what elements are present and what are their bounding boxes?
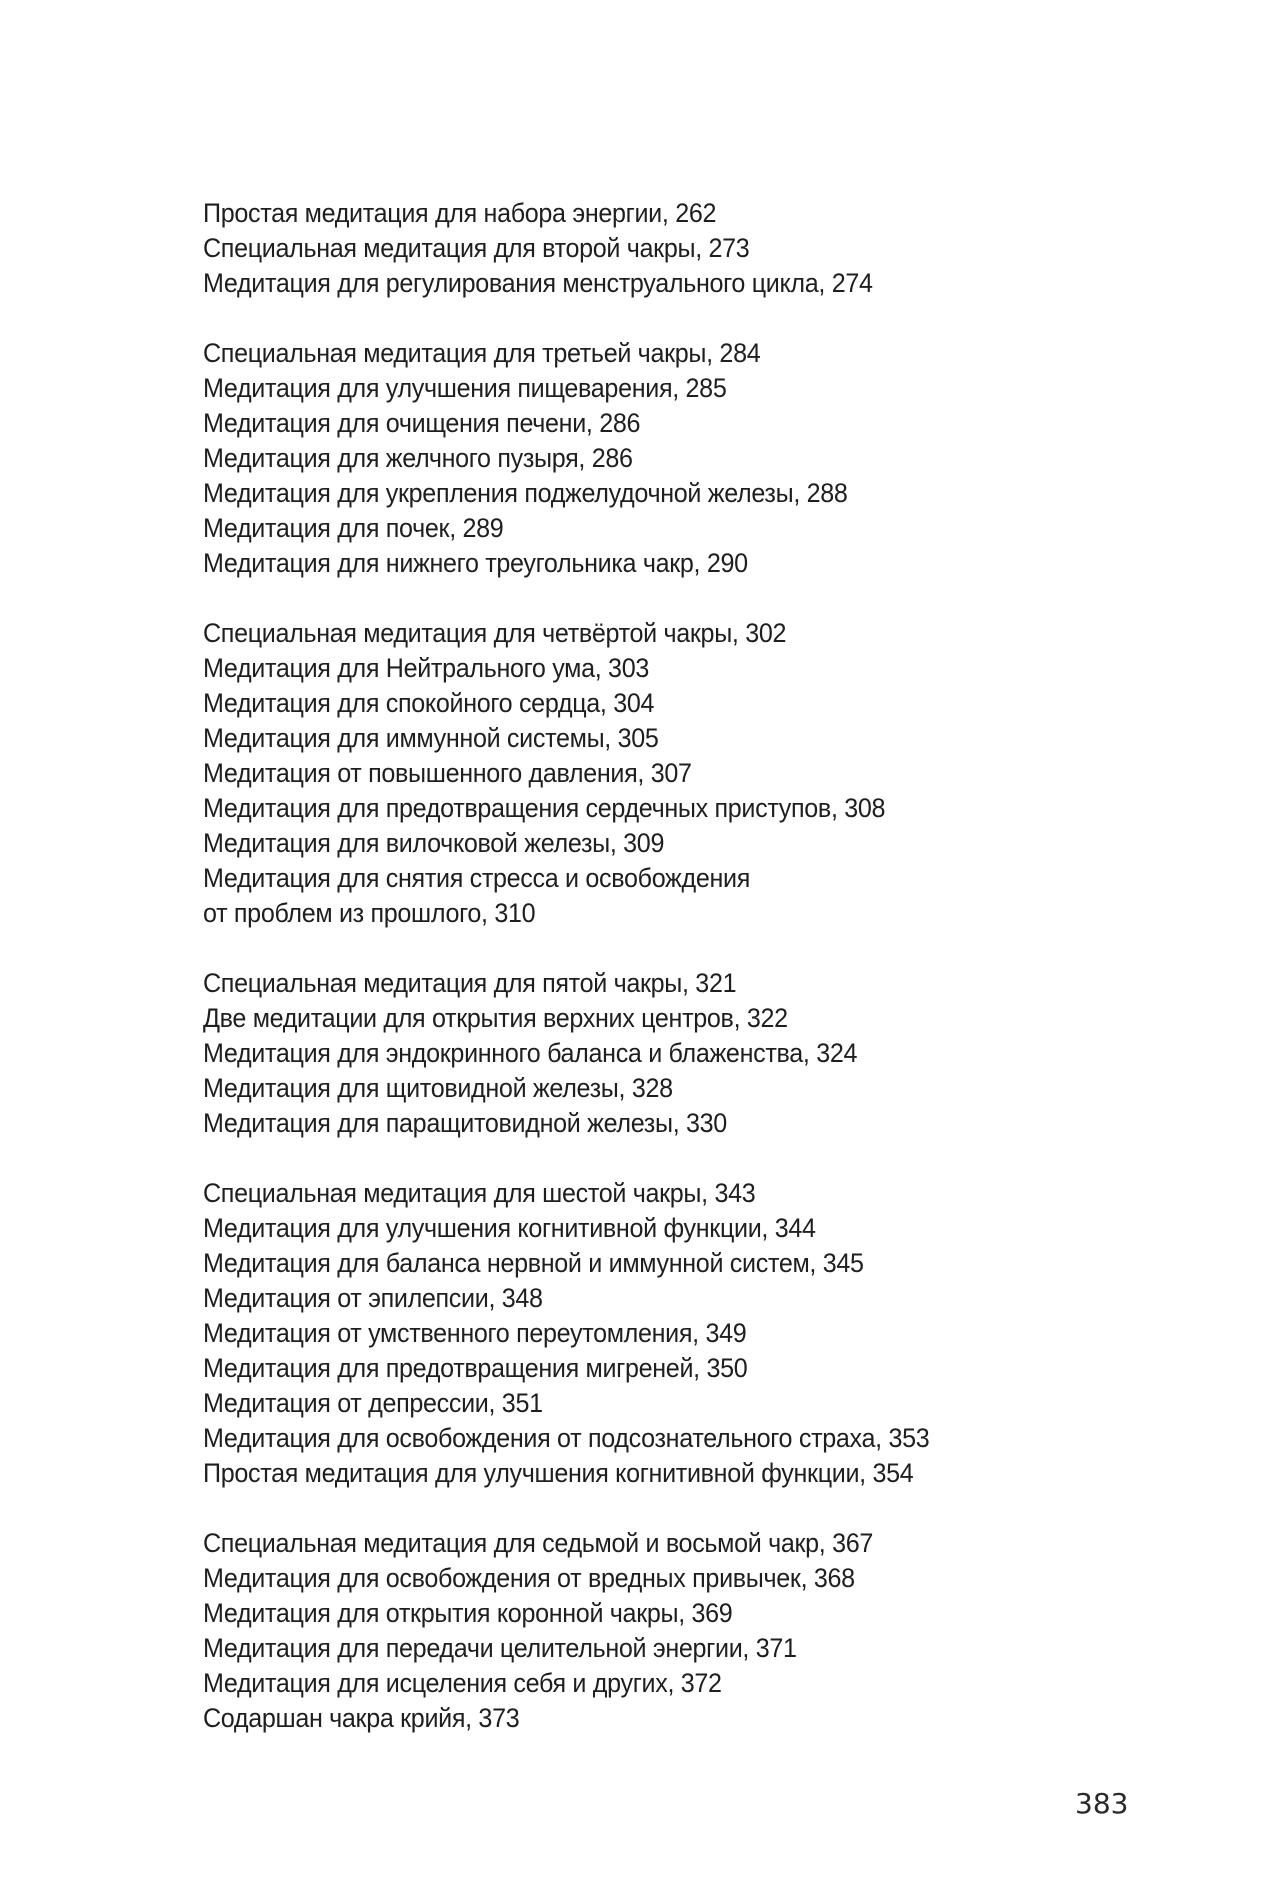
entry-page-number: 368: [813, 1563, 855, 1593]
entry-title: Медитация для освобождения от подсознательного страха: [203, 1423, 876, 1453]
entry-page-number: 274: [831, 268, 873, 298]
entry-separator: ,: [818, 1528, 833, 1558]
entry-page-number: 350: [706, 1353, 748, 1383]
entry-page-number: 367: [832, 1528, 874, 1558]
entry-page-number: 286: [591, 443, 633, 473]
page-number: 383: [1075, 1787, 1129, 1820]
entry-page-number: 289: [462, 513, 504, 543]
entry-separator: ,: [604, 723, 618, 753]
index-entry: [203, 1211, 1096, 1246]
index-entry: [203, 1071, 1096, 1106]
entry-separator: ,: [733, 1003, 747, 1033]
entry-page-number: 288: [806, 478, 848, 508]
index-entry: [203, 1561, 1096, 1596]
entry-title: Медитация для регулирования менструального цикла: [203, 268, 819, 298]
entry-page-number: 302: [745, 618, 787, 648]
entry-title: Медитация для очищения печени: [203, 408, 586, 438]
entry-page-number: 369: [691, 1598, 733, 1628]
entry-page-number: 308: [844, 793, 886, 823]
entry-page-number: 303: [608, 653, 649, 683]
entry-title: Содаршан чакра крийя: [203, 1703, 466, 1733]
entry-title: Медитация для спокойного сердца: [203, 688, 600, 718]
entry-separator: ,: [667, 1668, 681, 1698]
entry-separator: ,: [678, 1598, 692, 1628]
index-entry: [203, 791, 1096, 826]
entry-separator: ,: [585, 408, 600, 438]
entry-page-number: 371: [755, 1633, 797, 1663]
entry-page-number: 324: [816, 1038, 858, 1068]
index-entry: [203, 616, 1096, 651]
entry-separator: ,: [672, 373, 686, 403]
index-entry: [203, 1106, 1096, 1141]
entry-page-number: 343: [714, 1178, 756, 1208]
entry-separator: ,: [661, 198, 676, 228]
index-entry: [203, 441, 1096, 476]
entry-separator: ,: [488, 1388, 502, 1418]
index-entry: [203, 756, 1096, 791]
entry-title: Медитация для освобождения от вредных привычек: [203, 1563, 801, 1593]
entry-page-number: 262: [675, 198, 717, 228]
entry-separator: ,: [818, 268, 832, 298]
entry-page-number: 321: [695, 968, 737, 998]
entry-page-number: 328: [631, 1073, 673, 1103]
entry-separator: ,: [637, 758, 651, 788]
entry-separator: ,: [578, 443, 592, 473]
index-entry: [203, 1631, 1096, 1666]
entry-page-number: 372: [680, 1668, 722, 1698]
entry-separator: ,: [695, 233, 709, 263]
entry-page-number: 345: [822, 1248, 864, 1278]
entry-separator: ,: [481, 898, 495, 928]
index-group: [203, 336, 1163, 581]
entry-page-number: 273: [708, 233, 750, 263]
entry-separator: ,: [875, 1423, 889, 1453]
entry-title: Медитация для почек: [203, 513, 450, 543]
index-group: [203, 196, 1163, 301]
entry-title: Медитация для нижнего треугольника чакр: [203, 548, 694, 578]
entry-separator: ,: [449, 513, 463, 543]
index-entry: [203, 896, 1096, 931]
entry-title: Медитация для иммунной системы: [203, 723, 605, 753]
entry-title: Медитация для улучшения пищеварения: [203, 373, 673, 403]
entry-separator: ,: [793, 478, 807, 508]
entry-separator: ,: [800, 1563, 814, 1593]
entry-title: Медитация для щитовидной железы: [203, 1073, 619, 1103]
entry-page-number: 330: [686, 1108, 727, 1138]
entry-page-number: 351: [501, 1388, 543, 1418]
entry-title: Медитация для передачи целительной энергии: [203, 1633, 743, 1663]
entry-title: от проблем из прошлого: [203, 898, 482, 928]
entry-page-number: 304: [613, 688, 655, 718]
entry-separator: ,: [706, 338, 720, 368]
entry-page-number: 348: [501, 1283, 543, 1313]
index-entry: [203, 196, 1096, 231]
entry-title: Медитация для вилочковой железы: [203, 828, 610, 858]
entry-separator: ,: [594, 653, 609, 683]
entry-title: Медитация для предотвращения сердечных приступов: [203, 793, 831, 823]
index-group: [203, 966, 1163, 1141]
index-entry: [203, 966, 1096, 1001]
entry-separator: ,: [859, 1458, 873, 1488]
index-entry: [203, 1596, 1096, 1631]
index-entry: [203, 1386, 1096, 1421]
index-entry: [203, 1001, 1096, 1036]
index-entry: [203, 651, 1096, 686]
entry-page-number: 354: [872, 1458, 914, 1488]
entry-separator: ,: [742, 1633, 756, 1663]
entry-title: Простая медитация для набора энергии: [203, 198, 662, 228]
entry-page-number: 349: [705, 1318, 747, 1348]
entry-page-number: 344: [774, 1213, 816, 1243]
entry-title: Медитация для улучшения когнитивной функции: [203, 1213, 762, 1243]
entry-title: Специальная медитация для седьмой и восьмой чакр: [203, 1528, 819, 1558]
entry-separator: ,: [465, 1703, 479, 1733]
index-entry: [203, 406, 1096, 441]
entry-separator: ,: [809, 1248, 823, 1278]
entry-title: Медитация от депрессии: [203, 1388, 489, 1418]
entry-page-number: 353: [888, 1423, 930, 1453]
entry-separator: ,: [830, 793, 845, 823]
entry-title: Медитация для Нейтрального ума: [203, 653, 595, 683]
index-list: [203, 196, 1163, 1771]
index-entry: [203, 1351, 1096, 1386]
entry-separator: ,: [692, 1318, 706, 1348]
index-entry: [203, 371, 1096, 406]
index-entry: [203, 1456, 1096, 1491]
entry-separator: ,: [488, 1283, 502, 1313]
index-entry: [203, 511, 1096, 546]
entry-page-number: 290: [706, 548, 748, 578]
index-entry: [203, 861, 1096, 896]
entry-separator: ,: [693, 1353, 707, 1383]
index-entry: [203, 721, 1096, 756]
index-entry: [203, 336, 1096, 371]
entry-title: Медитация от эпилепсии: [203, 1283, 489, 1313]
entry-title: Медитация для открытия коронной чакры: [203, 1598, 679, 1628]
index-entry: [203, 1666, 1096, 1701]
index-entry: [203, 476, 1096, 511]
index-entry: [203, 1281, 1096, 1316]
index-entry: [203, 1316, 1096, 1351]
entry-page-number: 307: [650, 758, 692, 788]
entry-title: Простая медитация для улучшения когнитивной функции: [203, 1458, 860, 1488]
entry-separator: ,: [802, 1038, 817, 1068]
entry-page-number: 305: [617, 723, 659, 753]
index-entry: [203, 1701, 1096, 1736]
index-entry: [203, 826, 1096, 861]
entry-title: Медитация для укрепления поджелудочной железы: [203, 478, 794, 508]
entry-separator: ,: [618, 1073, 632, 1103]
index-group: [203, 1176, 1163, 1491]
entry-separator: ,: [701, 1178, 715, 1208]
index-group: [203, 616, 1163, 931]
entry-title: Специальная медитация для шестой чакры: [203, 1178, 702, 1208]
entry-page-number: 309: [623, 828, 665, 858]
index-entry: [203, 1421, 1096, 1456]
index-entry: [203, 231, 1096, 266]
entry-separator: ,: [761, 1213, 775, 1243]
entry-separator: ,: [609, 828, 624, 858]
entry-title: Медитация для баланса нервной и иммунной систем: [203, 1248, 810, 1278]
entry-title: Специальная медитация для четвёртой чакры: [203, 618, 732, 648]
index-entry: [203, 266, 1096, 301]
entry-title: Специальная медитация для второй чакры: [203, 233, 696, 263]
entry-title: Медитация от умственного переутомления: [203, 1318, 693, 1348]
index-entry: [203, 686, 1096, 721]
entry-title: Медитация для желчного пузыря: [203, 443, 579, 473]
entry-page-number: 284: [719, 338, 761, 368]
index-entry: [203, 1526, 1096, 1561]
entry-separator: ,: [693, 548, 707, 578]
index-entry: [203, 1246, 1096, 1281]
entry-title: Медитация для паращитовидной железы: [203, 1108, 673, 1138]
entry-page-number: 322: [746, 1003, 788, 1033]
entry-page-number: 310: [494, 898, 536, 928]
entry-title: Медитация для предотвращения мигреней: [203, 1353, 694, 1383]
entry-separator: ,: [681, 968, 696, 998]
entry-title: Медитация для снятия стресса и освобождения: [203, 863, 751, 893]
entry-separator: ,: [599, 688, 614, 718]
entry-title: Медитация от повышенного давления: [203, 758, 638, 788]
index-entry: [203, 1036, 1096, 1071]
index-entry: [203, 546, 1096, 581]
entry-title: Медитация для эндокринного баланса и блаженства: [203, 1038, 803, 1068]
entry-separator: ,: [731, 618, 746, 648]
entry-title: Две медитации для открытия верхних центров: [203, 1003, 734, 1033]
entry-page-number: 285: [685, 373, 727, 403]
entry-title: Медитация для исцеления себя и других: [203, 1668, 668, 1698]
index-group: [203, 1526, 1163, 1736]
entry-page-number: 373: [478, 1703, 520, 1733]
entry-page-number: 286: [599, 408, 641, 438]
entry-title: Специальная медитация для третьей чакры: [203, 338, 707, 368]
entry-separator: ,: [672, 1108, 687, 1138]
index-entry: [203, 1176, 1096, 1211]
entry-title: Специальная медитация для пятой чакры: [203, 968, 682, 998]
